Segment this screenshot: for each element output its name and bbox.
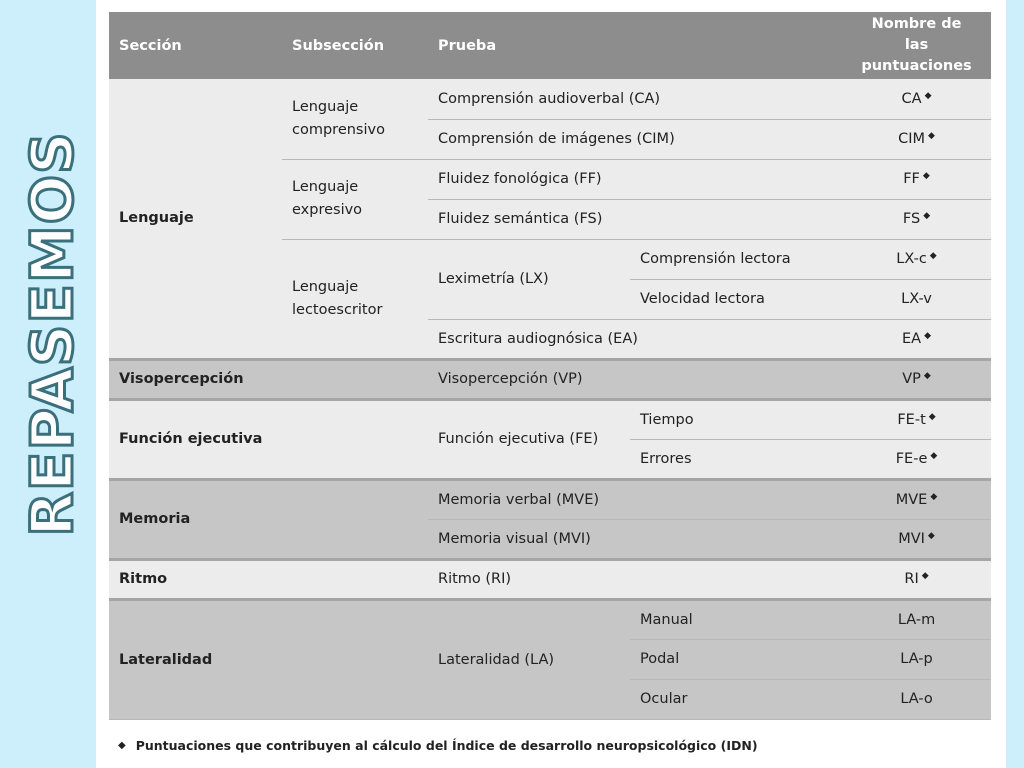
star-icon: ◆ <box>924 330 932 341</box>
subtest-fe-e: Errores <box>630 439 842 479</box>
test-cim: Comprensión de imágenes (CIM) <box>428 119 842 159</box>
table-row <box>109 479 991 519</box>
subsection-expresivo-line1: Lenguaje <box>292 179 359 195</box>
test-mve: Memoria verbal (MVE) <box>428 479 842 519</box>
subtest-lx-v: Velocidad lectora <box>630 279 842 319</box>
star-icon: ◆ <box>929 251 937 261</box>
score-ff <box>842 159 991 199</box>
score-lx-c <box>842 239 991 279</box>
test-mvi: Memoria visual (MVI) <box>428 519 842 559</box>
footnote-text: Puntuaciones que contribuyen al cálculo del Índice de desarrollo neuropsicológico (IDN) <box>135 738 758 753</box>
subsection-empty <box>282 479 428 559</box>
header-score-line1: Nombre de <box>871 16 962 32</box>
score-cim <box>842 119 991 159</box>
score-la-m: LA-m <box>842 599 991 639</box>
score-lx-v: LX-v <box>842 279 991 319</box>
star-icon: ◆ <box>927 530 935 541</box>
star-icon: ◆ <box>928 411 936 422</box>
test-fe: Función ejecutiva (FE) <box>428 399 630 479</box>
score-fe-e-text: FE-e <box>895 450 928 467</box>
score-mve-text: MVE <box>895 491 928 508</box>
table-row <box>109 79 991 119</box>
star-icon: ◆ <box>924 90 932 101</box>
test-la: Lateralidad (LA) <box>428 599 630 719</box>
score-ff-text: FF <box>903 171 920 187</box>
subtest-la-m: Manual <box>630 599 842 639</box>
side-title-text: REPASEMOS <box>18 131 87 537</box>
star-icon: ◆ <box>928 131 935 141</box>
section-lateralidad: Lateralidad <box>109 599 282 719</box>
test-ff: Fluidez fonológica (FF) <box>428 159 842 199</box>
star-icon: ◆ <box>118 740 126 751</box>
score-la-o: LA-o <box>842 679 991 719</box>
test-fs: Fluidez semántica (FS) <box>428 199 842 239</box>
table-header-row <box>109 12 991 79</box>
star-icon: ◆ <box>930 491 938 502</box>
header-subsection: Subsección <box>282 12 428 79</box>
score-lx-c-text: LX-c <box>896 251 927 267</box>
subsection-lectoescritor <box>282 239 428 359</box>
subsection-comprensivo-line1: Lenguaje <box>292 98 359 115</box>
test-ri: Ritmo (RI) <box>428 559 842 599</box>
score-fe-t-text: FE-t <box>897 411 926 428</box>
star-icon: ◆ <box>923 371 931 381</box>
subsection-empty <box>282 399 428 479</box>
subtest-fe-t: Tiempo <box>630 399 842 439</box>
table-row <box>109 399 991 439</box>
header-score <box>842 12 991 79</box>
star-icon: ◆ <box>923 211 931 221</box>
score-mvi <box>842 519 991 559</box>
star-icon: ◆ <box>922 171 930 181</box>
test-ca: Comprensión audioverbal (CA) <box>428 79 842 119</box>
subsection-empty <box>282 559 428 599</box>
test-ea: Escritura audiognósica (EA) <box>428 319 842 359</box>
table-row <box>109 599 991 639</box>
footnote <box>118 738 758 753</box>
subsection-lecto-line1: Lenguaje <box>292 278 359 295</box>
score-cim-text: CIM <box>898 131 926 147</box>
subsection-empty <box>282 359 428 399</box>
subsection-comprensivo <box>282 79 428 159</box>
score-vp-text: VP <box>902 371 921 387</box>
subsection-expresivo-line2: expresivo <box>292 202 363 218</box>
header-section: Sección <box>109 12 282 79</box>
header-test: Prueba <box>428 12 842 79</box>
score-fs-text: FS <box>902 211 921 227</box>
score-ea-text: EA <box>902 330 922 347</box>
score-ri <box>842 559 991 599</box>
score-mvi-text: MVI <box>898 530 925 547</box>
content-panel <box>96 0 1006 768</box>
score-la-p: LA-p <box>842 639 991 679</box>
table-row <box>109 359 991 399</box>
score-fs <box>842 199 991 239</box>
subtest-lx-c: Comprensión lectora <box>630 239 842 279</box>
subsection-expresivo <box>282 159 428 239</box>
score-mve <box>842 479 991 519</box>
score-ca-text: CA <box>901 90 922 107</box>
score-ri-text: RI <box>904 571 919 587</box>
subsection-comprensivo-line2: comprensivo <box>292 121 385 138</box>
section-memoria: Memoria <box>109 479 282 559</box>
header-score-line2: las puntuaciones <box>861 37 972 74</box>
subsection-lecto-line2: lectoescritor <box>292 301 383 318</box>
star-icon: ◆ <box>921 571 929 581</box>
score-fe-e <box>842 439 991 479</box>
table-row <box>109 559 991 599</box>
score-ca <box>842 79 991 119</box>
section-visopercepcion: Visopercepción <box>109 359 282 399</box>
side-title <box>18 131 87 537</box>
subsection-empty <box>282 599 428 719</box>
section-ritmo: Ritmo <box>109 559 282 599</box>
section-lenguaje: Lenguaje <box>109 79 282 359</box>
star-icon: ◆ <box>930 450 938 461</box>
scores-table <box>109 12 991 720</box>
score-fe-t <box>842 399 991 439</box>
score-ea <box>842 319 991 359</box>
test-vp: Visopercepción (VP) <box>428 359 842 399</box>
test-lx: Leximetría (LX) <box>428 239 630 319</box>
subtest-la-p: Podal <box>630 639 842 679</box>
subtest-la-o: Ocular <box>630 679 842 719</box>
score-vp <box>842 359 991 399</box>
section-funcion-ejecutiva: Función ejecutiva <box>109 399 282 479</box>
